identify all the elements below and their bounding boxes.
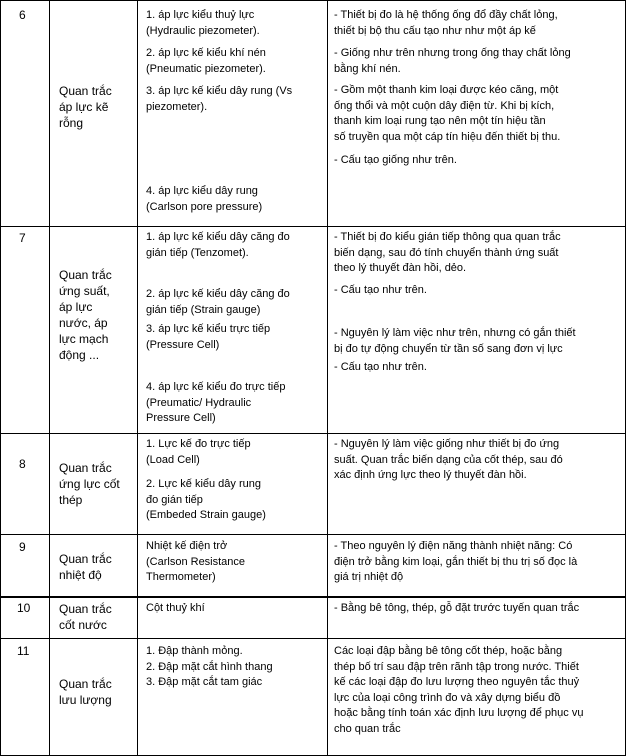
column-divider — [327, 0, 328, 756]
row-number: 11 — [17, 644, 30, 658]
device-item: 2. Lực kế kiểu dây rung đo gián tiếp (Embeded Strain gauge) — [146, 478, 266, 521]
row-category: Quan trắc cốt nước — [59, 602, 112, 632]
column-divider — [137, 0, 138, 756]
device-item: 1. Đập thành mỏng. 2. Đập mặt cắt hình thang 3. Đập mặt cắt tam giác — [146, 645, 273, 688]
row-category: Quan trắc lưu lượng — [59, 677, 112, 707]
device-item: 4. áp lực kế kiểu đo trực tiếp (Preumatic/ Hydraulic Pressure Cell) — [146, 381, 286, 424]
note-item: - Cấu tạo giống như trên. — [334, 154, 457, 166]
note-item: - Bằng bê tông, thép, gỗ đặt trước tuyến quan trắc — [334, 602, 580, 614]
row-number: 10 — [17, 601, 31, 615]
row-divider — [0, 433, 626, 434]
row-category: Quan trắc ứng lực cốt thép — [59, 461, 120, 507]
row-number: 8 — [19, 457, 26, 471]
row-divider — [0, 534, 626, 535]
row-category: Quan trắc áp lực kẽ rỗng — [59, 84, 112, 130]
note-item: - Giống như trên nhưng trong ống thay chất lỏng bằng khí nén. — [334, 47, 571, 75]
device-item: 2. áp lực kế kiểu dây căng đo gián tiếp (Strain gauge) — [146, 288, 290, 316]
note-item: - Nguyên lý làm việc giống như thiết bị đo ứng suất. Quan trắc biến dạng của cốt thép, sau đó xác định ứng lực theo lý thuyết đàn hồi. — [334, 438, 563, 481]
device-item: 2. áp lực kế kiểu khí nén (Pneumatic piezometer). — [146, 47, 266, 75]
note-item: - Theo nguyên lý điện năng thành nhiệt năng: Có điện trở bằng kim loại, gắn thiết bị thu trị số đọc là giá trị nhiệt độ — [334, 540, 578, 583]
column-divider — [49, 0, 50, 756]
row-divider — [0, 638, 626, 639]
note-item: Các loại đập bằng bê tông cốt thép, hoặc bằng thép bố trí sau đập trên rãnh tập trong nước. Thiết kế các loại đập đo lưu lượng theo nguyên tắc thuỷ lực của loại công trình đo và xây dựng biểu đồ hoặc bằng tính toán xác định lưu lượng để phục vụ cho quan trắc — [334, 645, 584, 735]
device-item: Cột thuỷ khí — [146, 602, 205, 614]
device-item: 1. áp lực kế kiểu dây căng đo gián tiếp (Tenzomet). — [146, 231, 290, 259]
row-category: Quan trắc nhiệt độ — [59, 552, 112, 582]
device-item: 1. Lực kế đo trực tiếp (Load Cell) — [146, 438, 251, 466]
note-item: - Nguyên lý làm việc như trên, nhưng có gắn thiết bị đo tự động chuyển từ tần số sang đơn vị lực — [334, 327, 576, 355]
note-item: - Cấu tạo như trên. — [334, 361, 427, 373]
device-item: 4. áp lực kiểu dây rung (Carlson pore pressure) — [146, 185, 263, 213]
note-item: - Cấu tạo như trên. — [334, 284, 427, 296]
device-item: 3. áp lực kế kiểu dây rung (Vs piezometer). — [146, 85, 293, 113]
device-item: 1. áp lực kiểu thuỷ lực (Hydraulic piezometer). — [146, 9, 260, 37]
row-number: 7 — [19, 231, 26, 245]
row-number: 6 — [19, 8, 26, 22]
table-border-top — [0, 0, 626, 1]
table-border-left — [0, 0, 1, 756]
note-item: - Thiết bị đo kiểu gián tiếp thông qua quan trắc biến dạng, sau đó tính chuyển thành ứng suất theo lý thuyết đàn hồi, dẻo. — [334, 231, 561, 274]
note-item: - Gồm một thanh kim loại được kéo căng, một ống thổi và một cuộn dây điện từ. Khi bị kích, thanh kim loại rung tạo nên một tín hiệu tần số truyền qua một cáp tín hiệu đến thiết bị thu. — [334, 84, 561, 143]
device-item: 3. áp lực kế kiểu trực tiếp (Pressure Cell) — [146, 323, 271, 351]
row-divider — [0, 226, 626, 227]
row-divider — [0, 597, 626, 598]
device-item: Nhiệt kế điện trở (Carlson Resistance Thermometer) — [146, 540, 246, 583]
row-category: Quan trắc ứng suất, áp lực nước, áp lực mạch động ... — [59, 268, 112, 362]
row-number: 9 — [19, 540, 26, 554]
note-item: - Thiết bị đo là hệ thống ống đổ đầy chất lỏng, thiết bị bộ thu cấu tạo như như một áp kế — [334, 9, 558, 37]
